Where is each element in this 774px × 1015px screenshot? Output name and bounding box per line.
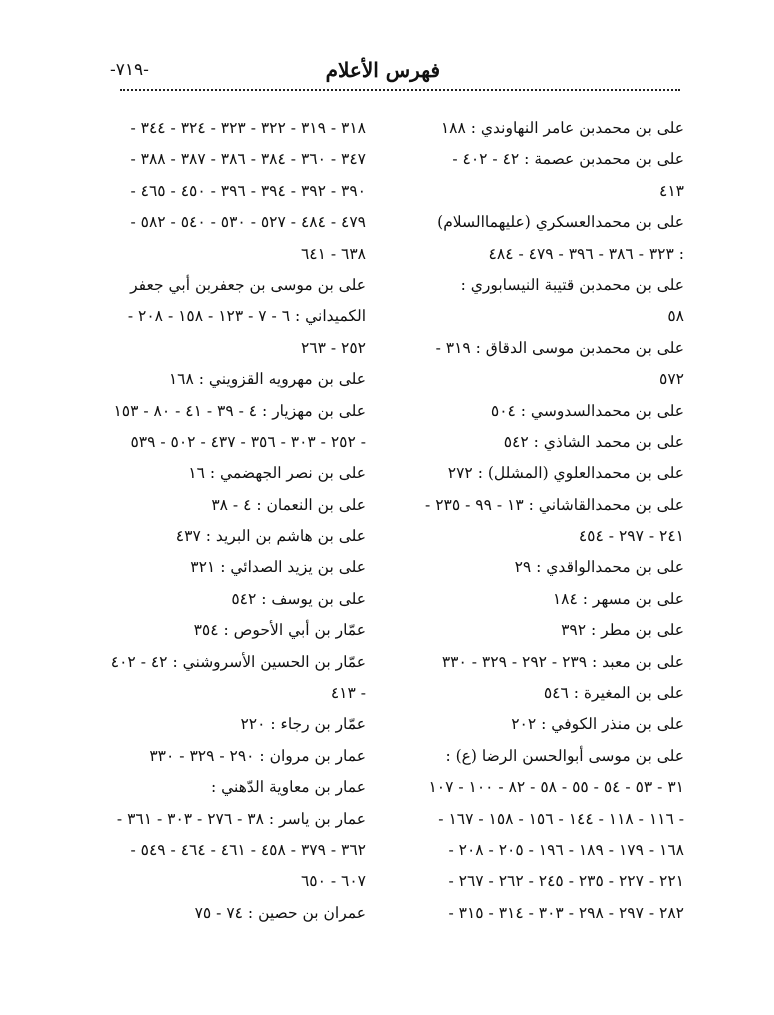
index-entry-line: ٣٩٠ - ٣٩٢ - ٣٩٤ - ٣٩٦ - ٤٥٠ - ٤٦٥ - (130, 181, 366, 200)
index-entry-line: على بن نصر الجهضمي : ١٦ (188, 464, 366, 483)
index-entry-line: على بن يوسف : ٥٤٢ (231, 589, 366, 608)
index-entry-line: على بن موسى أبوالحسن الرضا (ع) : (445, 746, 684, 765)
index-entry-line: ٣٤٧ - ٣٦٠ - ٣٨٤ - ٣٨٦ - ٣٨٧ - ٣٨٨ - (130, 150, 366, 169)
index-entry-line: - ٢٥٢ - ٣٠٣ - ٣٥٦ - ٤٣٧ - ٥٠٢ - ٥٣٩ (130, 432, 366, 451)
index-entry-line: على بن هاشم بن البريد : ٤٣٧ (175, 527, 366, 546)
index-entry-line: عمّار بن أبي الأحوص : ٣٥٤ (193, 621, 366, 640)
header-divider (120, 89, 680, 91)
index-entry-line: على بن مطر : ٣٩٢ (561, 621, 684, 640)
index-column-right (410, 113, 684, 929)
index-entry-line: على بن محمدبن قتيبة النيسابوري : (460, 275, 684, 294)
index-entry-line: ٢٢١ - ٢٢٧ - ٢٣٥ - ٢٤٥ - ٢٦٢ - ٢٦٧ - (448, 872, 684, 891)
index-entry-line: ٤١٣ (659, 181, 684, 200)
index-entry-line: على بن مهرويه القزويني : ١٦٨ (168, 370, 366, 389)
page-title: فهرس الأعلام (325, 58, 440, 82)
index-entry-line: على بن المغيرة : ٥٤٦ (543, 684, 684, 703)
index-entry-line: على بن محمدالواقدي : ٢٩ (514, 558, 684, 577)
index-entry-line: على بن النعمان : ٤ - ٣٨ (211, 495, 366, 514)
index-entry-line: عمار بن معاوية الدّهني : (210, 778, 366, 797)
index-entry-line: ٦٠٧ - ٦٥٠ (300, 872, 366, 891)
index-entry-line: على بن محمدالعسكري (عليهماالسلام) (437, 213, 684, 232)
index-entry-line: عمار بن مروان : ٢٩٠ - ٣٢٩ - ٣٣٠ (149, 746, 366, 765)
index-entry-line: - ٤١٣ (330, 684, 366, 703)
index-entry-line: على بن محمدبن موسى الدقاق : ٣١٩ - (435, 338, 684, 357)
index-entry-line: عمار بن ياسر : ٣٨ - ٢٧٦ - ٣٠٣ - ٣٦١ - (116, 809, 366, 828)
index-entry-line: على بن محمدبن عامر النهاوندي : ١٨٨ (440, 119, 684, 137)
index-entry-line: ٢٨٢ - ٢٩٧ - ٢٩٨ - ٣٠٣ - ٣١٤ - ٣١٥ - (448, 903, 684, 922)
index-entry-line: ٥٨ (667, 307, 684, 326)
index-entry-line: عمّار بن رجاء : ٢٢٠ (240, 715, 366, 734)
index-column-left (96, 113, 366, 929)
index-entry-line: ٣٦٢ - ٣٧٩ - ٤٥٨ - ٤٦١ - ٤٦٤ - ٥٤٩ - (130, 840, 366, 859)
index-entry-line: على بن محمدبن عصمة : ٤٢ - ٤٠٢ - (452, 150, 684, 169)
index-entry-line: ٥٧٢ (659, 370, 684, 389)
index-entry-line: على بن مسهر : ١٨٤ (552, 589, 684, 608)
index-entry-line: على بن يزيد الصدائي : ٣٢١ (190, 558, 366, 577)
index-entry-line: : ٣٢٣ - ٣٨٦ - ٣٩٦ - ٤٧٩ - ٤٨٤ (488, 244, 684, 263)
index-entry-line: على بن مهزيار : ٤ - ٣٩ - ٤١ - ٨٠ - ١٥٣ (113, 401, 366, 420)
index-entry-line: على بن محمدالعلوي (المشلل) : ٢٧٢ (447, 464, 684, 483)
index-entry-line: على بن محمد الشاذي : ٥٤٢ (503, 432, 684, 451)
index-entry-line: عمّار بن الحسين الأسروشني : ٤٢ - ٤٠٢ (110, 652, 366, 671)
index-entry-line: - ١١٦ - ١١٨ - ١٤٤ - ١٥٦ - ١٥٨ - ١٦٧ - (438, 809, 684, 828)
page-number: -٧١٩- (110, 60, 149, 80)
page-header (110, 58, 680, 92)
index-entry-line: على بن موسى بن جعفربن أبي جعفر (130, 275, 366, 294)
index-entry-line: ٦٣٨ - ٦٤١ (300, 244, 366, 263)
index-entry-line: على بن منذر الكوفي : ٢٠٢ (511, 715, 684, 734)
index-entry-line: على بن محمدالسدوسي : ٥٠٤ (490, 401, 684, 420)
index-entry-line: عمران بن حصين : ٧٤ - ٧٥ (194, 903, 366, 922)
index-entry-line: على بن معبد : ٢٣٩ - ٢٩٢ - ٣٢٩ - ٣٣٠ (441, 652, 684, 671)
index-entry-line: ٢٤١ - ٢٩٧ - ٤٥٤ (578, 527, 684, 546)
index-entry-line: ٢٥٢ - ٢٦٣ (300, 338, 366, 357)
index-entry-line: ٣١٨ - ٣١٩ - ٣٢٢ - ٣٢٣ - ٣٢٤ - ٣٤٤ - (130, 119, 366, 137)
index-entry-line: على بن محمدالقاشاني : ١٣ - ٩٩ - ٢٣٥ - (425, 495, 684, 514)
index-entry-line: ٣١ - ٥٣ - ٥٤ - ٥٥ - ٥٨ - ٨٢ - ١٠٠ - ١٠٧ (428, 778, 684, 797)
index-entry-line: ١٦٨ - ١٧٩ - ١٨٩ - ١٩٦ - ٢٠٥ - ٢٠٨ - (448, 840, 684, 859)
index-entry-line: ٤٧٩ - ٤٨٤ - ٥٢٧ - ٥٣٠ - ٥٤٠ - ٥٨٢ - (130, 213, 366, 232)
index-entry-line: الكميداني : ٦ - ٧ - ١٢٣ - ١٥٨ - ٢٠٨ - (127, 307, 366, 326)
